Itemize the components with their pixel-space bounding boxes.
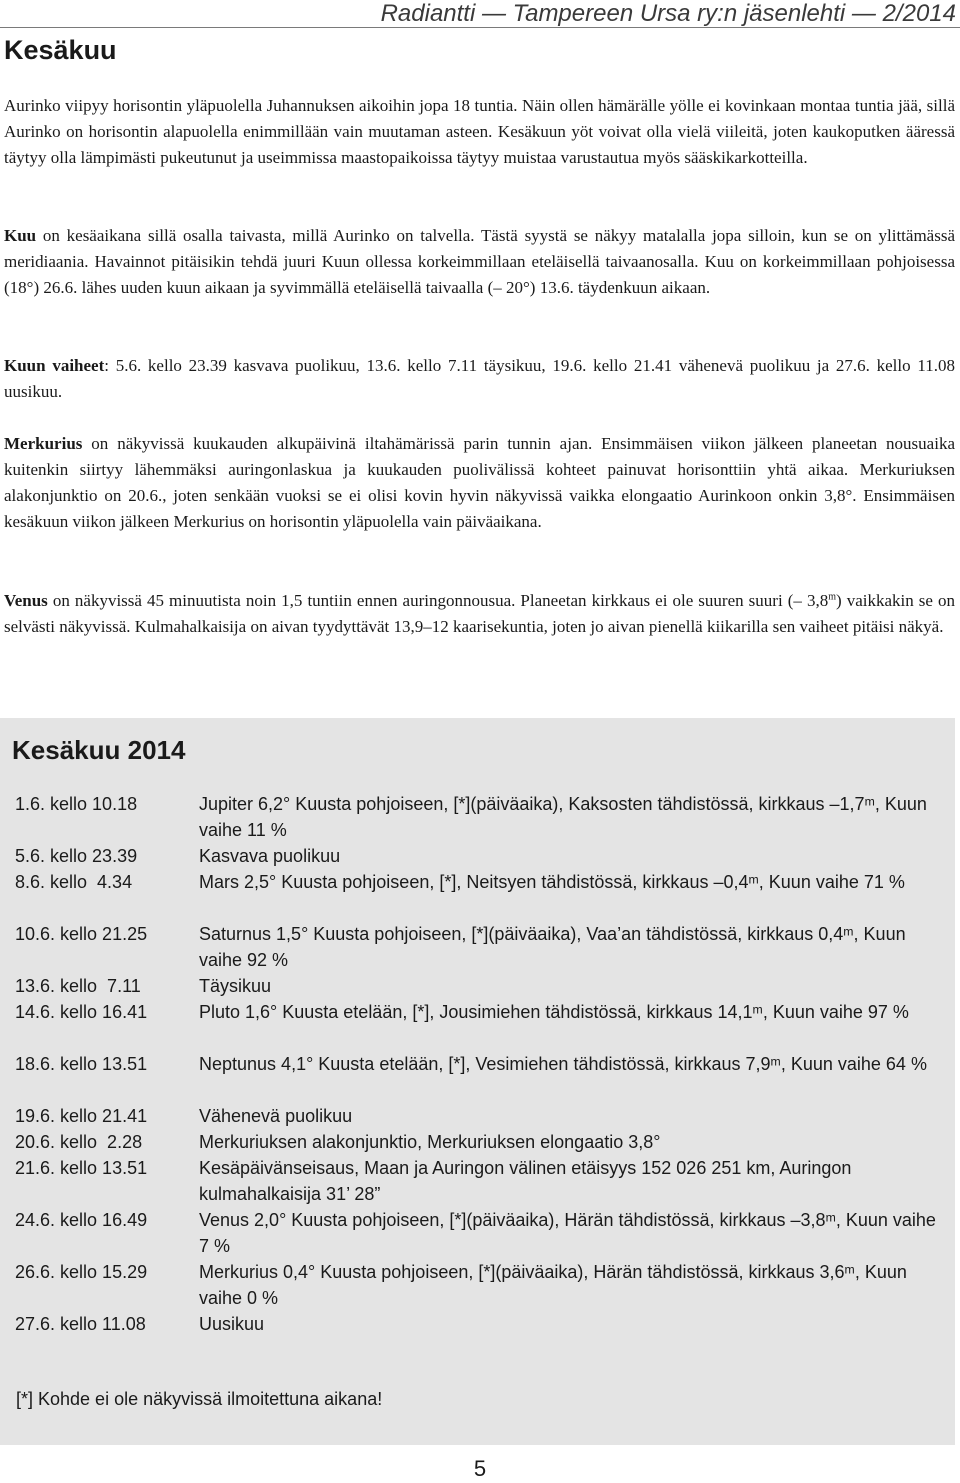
mercury-text: on näkyvissä kuukauden alkupäivinä iltahämärissä parin tunnin ajan. Ensimmäisen viikon jälkeen planeetan nousuaika kuitenkin siirtyy lähemmäksi auringonlaskua ja kuukauden puolivälissä kohteet painuvat horisonttiin yhtä aikaa. Merkuriuksen alakonjunktio on 20.6., joten senkään vuoksi se ei olisi kovin hyvin näkyvissä vaikka elongaatio Aurinkoon onkin 3,8°. Ensimmäisen kesäkuun viikon jälkeen Merkurius on horisontin yläpuolella vain päiväaikana.	[4, 434, 955, 531]
moon-text: on kesäaikana sillä osalla taivasta, millä Aurinko on talvella. Tästä syystä se näkyy matalalla jopa silloin, kun se on ylittämässä meridiaania. Havainnot pitäisikin tehdä juuri Kuun ollessa korkeimmillaan eteläisellä taivaanosalla. Kuu on korkeimmillaan pohjoisessa (18°) 26.6. lähes uuden kuun aikaan ja syvimmällä eteläisellä taivaalla (– 20°) 13.6. täydenkuun aikaan.	[4, 226, 955, 297]
event-date: 13.6. kello 7.11	[15, 976, 141, 996]
moon-lead: Kuu	[4, 226, 37, 245]
phases-lead: Kuun vaiheet	[4, 356, 105, 375]
event-date: 1.6. kello 10.18	[15, 794, 138, 814]
mercury-lead: Merkurius	[4, 434, 83, 453]
calendar-panel	[0, 718, 955, 1445]
event-date: 21.6. kello 13.51	[15, 1158, 148, 1178]
paragraph-moon	[4, 223, 955, 301]
header-rule	[0, 27, 960, 28]
phases-text: : 5.6. kello 23.39 kasvava puolikuu, 13.6. kello 7.11 täysikuu, 19.6. kello 21.41 vähenevä puolikuu ja 27.6. kello 11.08 uusikuu.	[4, 356, 955, 401]
publication-header: Radiantti — Tampereen Ursa ry:n jäsenlehti — 2/2014	[380, 0, 956, 27]
event-description: Neptunus 4,1° Kuusta etelään, [*], Vesimiehen tähdistössä, kirkkaus 7,9ᵐ, Kuun vaihe 64 %	[199, 1054, 927, 1074]
event-date: 27.6. kello 11.08	[15, 1314, 146, 1334]
event-description: Täysikuu	[199, 976, 272, 996]
section-title: Kesäkuu	[4, 35, 117, 65]
paragraph-sun: Aurinko viipyy horisontin yläpuolella Juhannuksen aikoihin jopa 18 tuntia. Näin ollen hämärälle yölle ei kovinkaan montaa tuntia jää, sillä Aurinko on horisontin alapuolella enimmillään vain muutaman asteen. Kesäkuun yöt voivat olla vielä viileitä, joten kaukoputken ääressä täytyy olla lämpimästi pukeutunut ja useimmissa maastopaikoissa täytyy muistaa varustautua myös sääskikarkotteilla.	[4, 96, 955, 167]
event-description: Merkuriuksen alakonjunktio, Merkuriuksen elongaatio 3,8°	[199, 1132, 661, 1152]
event-date: 10.6. kello 21.25	[15, 924, 148, 944]
event-description: Pluto 1,6° Kuusta etelään, [*], Jousimiehen tähdistössä, kirkkaus 14,1ᵐ, Kuun vaihe 97 %	[199, 1002, 909, 1022]
event-description: Merkurius 0,4° Kuusta pohjoiseen, [*](päiväaika), Härän tähdistössä, kirkkaus 3,6ᵐ, Kuun vaihe 0 %	[199, 1262, 907, 1308]
event-description: Mars 2,5° Kuusta pohjoiseen, [*], Neitsyen tähdistössä, kirkkaus –0,4ᵐ, Kuun vaihe 71 %	[199, 872, 905, 892]
venus-magnitude-unit: m	[828, 591, 836, 603]
event-date: 24.6. kello 16.49	[15, 1210, 148, 1230]
venus-text-a: on näkyvissä 45 minuutista noin 1,5 tuntiin ennen auringonnousua. Planeetan kirkkaus ei ole suuren suuri (– 3,8	[47, 591, 829, 610]
event-description: Venus 2,0° Kuusta pohjoiseen, [*](päiväaika), Härän tähdistössä, kirkkaus –3,8ᵐ, Kuun vaihe 7 %	[199, 1210, 936, 1256]
paragraph-mercury	[4, 431, 955, 535]
venus-text-b: ) vaikkakin se on selvästi näkyvissä. Kulmahalkaisija on aivan tyydyttävät 13,9–12 kaarisekuntia, joten jo aivan pienellä kiikarilla sen vaiheet pitäisi näkyä.	[4, 591, 955, 636]
event-date: 18.6. kello 13.51	[15, 1054, 148, 1074]
page-number: 5	[473, 1456, 487, 1481]
event-date: 5.6. kello 23.39	[15, 846, 138, 866]
event-description: Vähenevä puolikuu	[199, 1106, 353, 1126]
event-date: 14.6. kello 16.41	[15, 1002, 148, 1022]
calendar-title: Kesäkuu 2014	[12, 735, 186, 765]
event-date: 19.6. kello 21.41	[15, 1106, 148, 1126]
event-description: Kasvava puolikuu	[199, 846, 341, 866]
event-date: 26.6. kello 15.29	[15, 1262, 148, 1282]
calendar-footnote: [*] Kohde ei ole näkyvissä ilmoitettuna aikana!	[16, 1389, 383, 1409]
venus-lead: Venus	[4, 591, 48, 610]
event-description: Uusikuu	[199, 1314, 265, 1334]
event-date: 8.6. kello 4.34	[15, 872, 133, 892]
event-description: Kesäpäivänseisaus, Maan ja Auringon välinen etäisyys 152 026 251 km, Auringon kulmahalkaisija 31’ 28”	[199, 1158, 852, 1204]
event-description: Saturnus 1,5° Kuusta pohjoiseen, [*](päiväaika), Vaa’an tähdistössä, kirkkaus 0,4ᵐ, Kuun vaihe 92 %	[199, 924, 906, 970]
paragraph-moon-phases	[4, 353, 955, 405]
event-date: 20.6. kello 2.28	[15, 1132, 143, 1152]
event-description: Jupiter 6,2° Kuusta pohjoiseen, [*](päiväaika), Kaksosten tähdistössä, kirkkaus –1,7ᵐ, Kuun vaihe 11 %	[199, 794, 927, 840]
paragraph-venus	[4, 588, 955, 640]
